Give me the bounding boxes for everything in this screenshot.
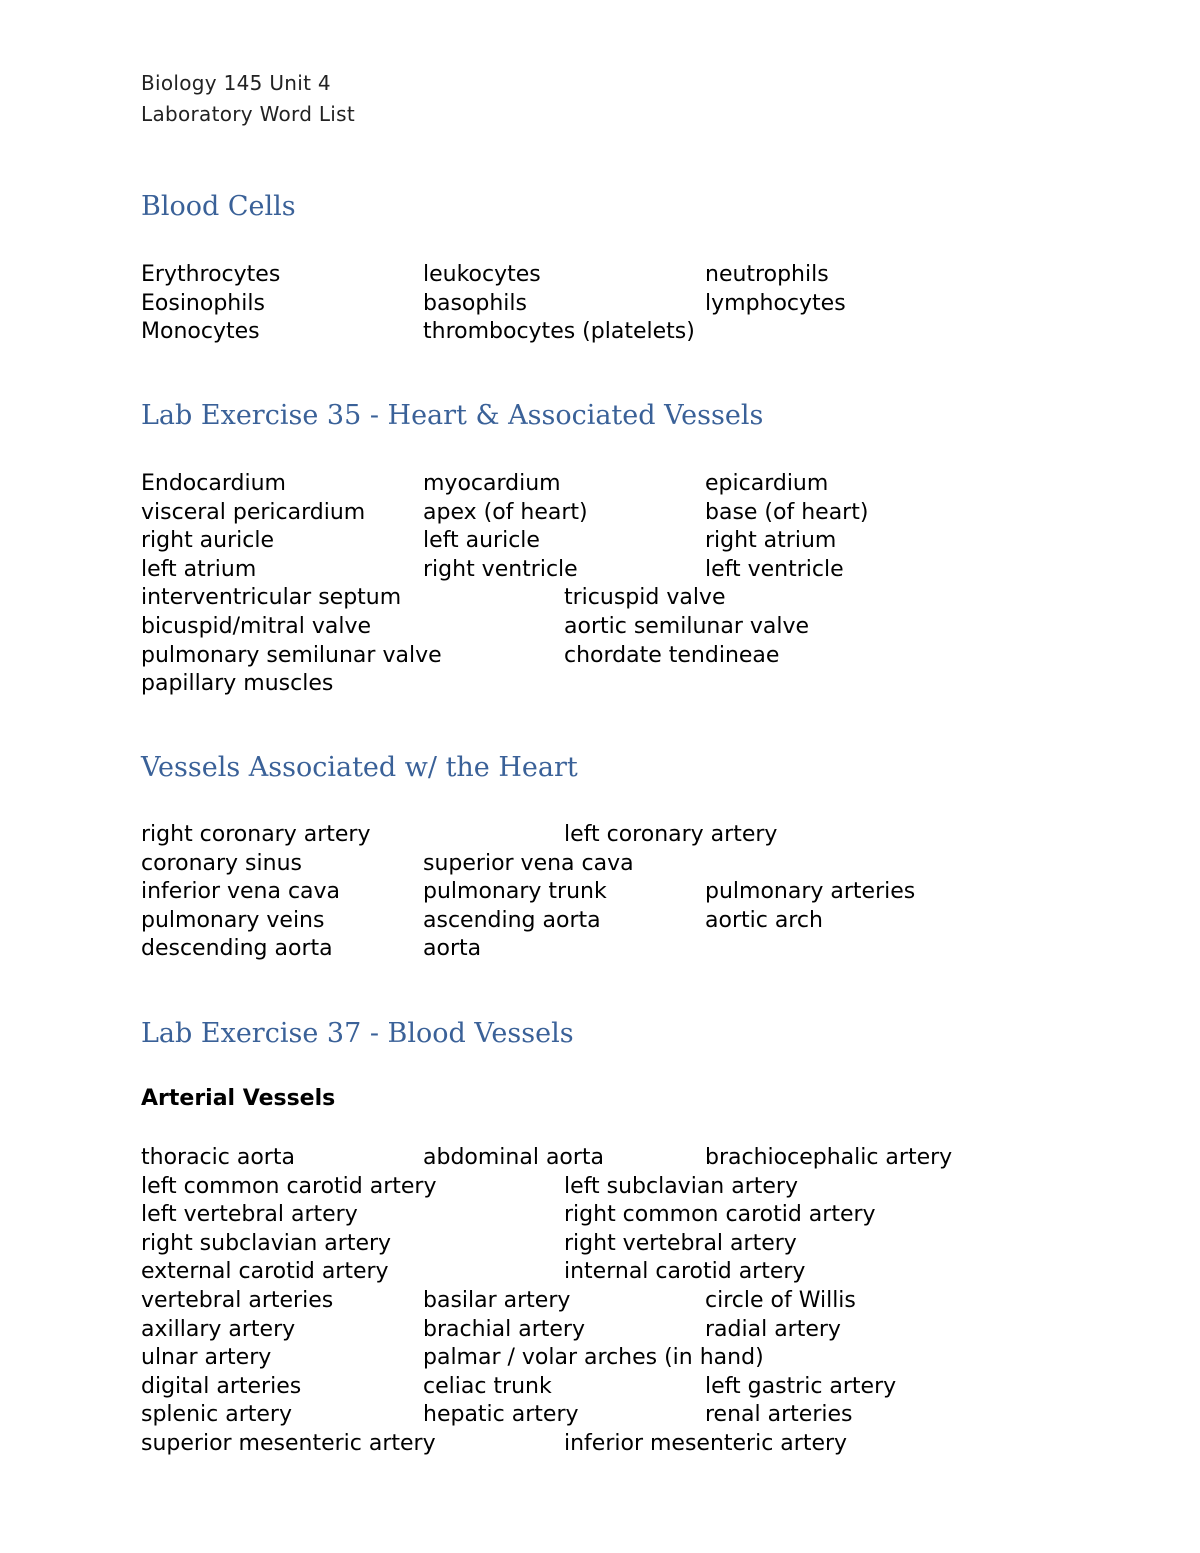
word-item: base (of heart) <box>705 499 869 525</box>
word-item: right vertebral artery <box>564 1230 797 1256</box>
word-item: circle of Willis <box>705 1288 856 1313</box>
word-item: aortic semilunar valve <box>564 614 810 639</box>
word-item: aortic arch <box>705 907 823 933</box>
word-row <box>0 612 1200 641</box>
word-item: digital arteries <box>141 1373 302 1399</box>
course-title: Biology 145 Unit 4 <box>141 71 331 95</box>
word-item: papillary muscles <box>141 671 334 697</box>
word-item: right subclavian artery <box>141 1230 392 1256</box>
word-item: tricuspid valve <box>564 585 726 611</box>
word-row <box>0 1172 1200 1201</box>
word-item: right coronary artery <box>141 822 371 847</box>
word-item: Erythrocytes <box>141 262 281 287</box>
word-item: ulnar artery <box>141 1345 272 1371</box>
word-row <box>0 934 1200 963</box>
word-item: left ventricle <box>705 556 844 582</box>
word-item: Eosinophils <box>141 290 265 316</box>
word-row <box>0 641 1200 670</box>
word-item: inferior vena cava <box>141 879 341 905</box>
word-item: left gastric artery <box>705 1373 897 1399</box>
word-item: celiac trunk <box>423 1373 552 1399</box>
word-item: left coronary artery <box>564 822 778 847</box>
word-item: left atrium <box>141 556 257 582</box>
word-item: left auricle <box>423 528 540 554</box>
word-row <box>0 1343 1200 1372</box>
word-item: pulmonary arteries <box>705 879 916 905</box>
word-row <box>0 498 1200 527</box>
word-item: thoracic aorta <box>141 1145 295 1170</box>
word-row <box>0 526 1200 555</box>
word-item: brachiocephalic artery <box>705 1145 953 1170</box>
word-item: superior vena cava <box>423 850 634 876</box>
word-item: leukocytes <box>423 262 541 287</box>
word-item: apex (of heart) <box>423 499 588 525</box>
word-item: palmar / volar arches (in hand) <box>423 1345 764 1371</box>
word-item: chordate tendineae <box>564 642 780 668</box>
word-row <box>0 1315 1200 1344</box>
word-row <box>0 1257 1200 1286</box>
word-item: external carotid artery <box>141 1259 389 1285</box>
word-item: splenic artery <box>141 1402 292 1428</box>
word-item: left vertebral artery <box>141 1202 358 1228</box>
word-row <box>0 1286 1200 1315</box>
word-row <box>0 906 1200 935</box>
word-item: basophils <box>423 290 527 316</box>
word-item: brachial artery <box>423 1316 585 1342</box>
word-item: right atrium <box>705 528 837 554</box>
word-row <box>0 555 1200 584</box>
section-heading: Lab Exercise 35 - Heart & Associated Vessels <box>141 400 764 431</box>
word-item: hepatic artery <box>423 1402 579 1428</box>
word-item: vertebral arteries <box>141 1288 334 1313</box>
word-item: left common carotid artery <box>141 1173 437 1199</box>
word-item: right ventricle <box>423 556 578 582</box>
document-title: Laboratory Word List <box>141 102 356 126</box>
word-item: inferior mesenteric artery <box>564 1431 848 1456</box>
word-item: abdominal aorta <box>423 1145 605 1170</box>
word-item: lymphocytes <box>705 290 846 316</box>
word-item: aorta <box>423 936 482 962</box>
word-item: Endocardium <box>141 471 286 496</box>
word-item: coronary sinus <box>141 850 302 876</box>
word-row <box>0 1143 1200 1172</box>
word-row <box>0 877 1200 906</box>
word-item: interventricular septum <box>141 585 402 611</box>
word-item: radial artery <box>705 1316 841 1342</box>
word-item: ascending aorta <box>423 907 601 933</box>
word-item: renal arteries <box>705 1402 853 1428</box>
word-item: right common carotid artery <box>564 1202 876 1228</box>
word-row <box>0 1372 1200 1401</box>
word-item: neutrophils <box>705 262 829 287</box>
word-item: pulmonary trunk <box>423 879 607 905</box>
word-item: right auricle <box>141 528 275 554</box>
word-item: pulmonary semilunar valve <box>141 642 442 668</box>
word-item: epicardium <box>705 471 829 496</box>
word-item: Monocytes <box>141 319 260 345</box>
word-item: left subclavian artery <box>564 1173 798 1199</box>
section-heading: Blood Cells <box>141 191 296 222</box>
word-row <box>0 820 1200 849</box>
word-item: bicuspid/mitral valve <box>141 614 372 639</box>
word-row <box>0 1200 1200 1229</box>
word-item: thrombocytes (platelets) <box>423 319 695 345</box>
word-item: basilar artery <box>423 1288 571 1313</box>
word-row <box>0 849 1200 878</box>
word-item: pulmonary veins <box>141 907 325 933</box>
word-row <box>0 669 1200 698</box>
word-item: myocardium <box>423 471 561 496</box>
word-item: superior mesenteric artery <box>141 1431 436 1456</box>
word-row <box>0 289 1200 318</box>
word-row <box>0 317 1200 346</box>
word-item: axillary artery <box>141 1316 296 1342</box>
word-row <box>0 260 1200 289</box>
word-item: visceral pericardium <box>141 499 366 525</box>
word-row <box>0 1229 1200 1258</box>
word-item: descending aorta <box>141 936 333 962</box>
word-row <box>0 1400 1200 1429</box>
word-row <box>0 469 1200 498</box>
word-row <box>0 1429 1200 1458</box>
word-row <box>0 583 1200 612</box>
word-item: internal carotid artery <box>564 1259 806 1285</box>
subsection-heading: Arterial Vessels <box>141 1086 336 1111</box>
section-heading: Vessels Associated w/ the Heart <box>141 752 578 783</box>
section-heading: Lab Exercise 37 - Blood Vessels <box>141 1018 574 1049</box>
